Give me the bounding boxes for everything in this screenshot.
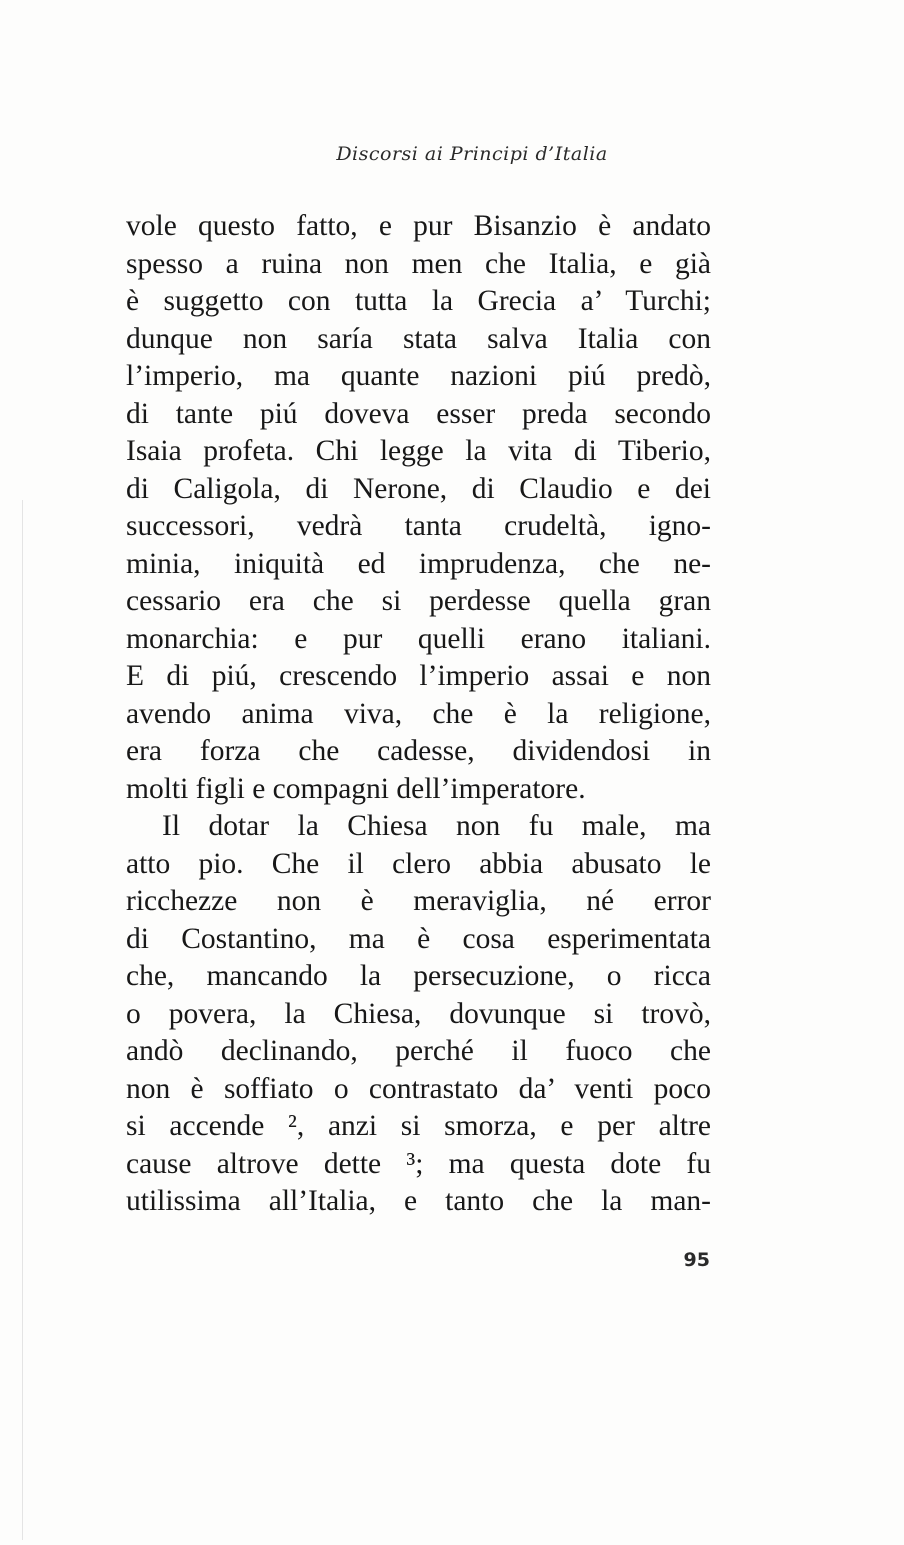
body-text [126,208,711,1221]
paragraph-end-line: molti figli e compagni dell’imperatore. [126,772,586,805]
running-header: Discorsi ai Principi d’Italia [336,143,608,165]
text-line: andò declinando, perché il fuoco che [126,1035,711,1067]
text-line: avendo anima viva, che è la religione, [126,697,711,730]
text-line: che, mancando la persecuzione, o ricca [126,960,711,992]
text-line: di Costantino, ma è cosa esperimentata [126,922,711,955]
text-line: cause altrove dette ³; ma questa dote fu [126,1147,711,1180]
text-line: o povera, la Chiesa, dovunque si trovò, [126,997,711,1030]
text-line: ricchezze non è meraviglia, né error [126,885,711,917]
text-line: dunque non saría stata salva Italia con [126,322,711,355]
text-line: monarchia: e pur quelli erano italiani. [126,622,711,655]
text-line: utilissima all’Italia, e tanto che la man- [126,1185,711,1217]
text-line: atto pio. Che il clero abbia abusato le [126,847,711,880]
text-line: è suggetto con tutta la Grecia a’ Turchi; [126,285,711,317]
text-line: l’imperio, ma quante nazioni piú predò, [126,360,711,392]
text-line: cessario era che si perdesse quella gran [126,585,711,617]
text-line: di Caligola, di Nerone, di Claudio e dei [126,472,711,505]
text-line: si accende ², anzi si smorza, e per altre [126,1110,711,1142]
paragraph-start-line: Il dotar la Chiesa non fu male, ma [162,810,711,842]
text-line: di tante piú doveva esser preda secondo [126,397,711,430]
text-line: era forza che cadesse, dividendosi in [126,735,711,767]
text-line: vole questo fatto, e pur Bisanzio è andato [126,210,711,242]
text-line: minia, iniquità ed imprudenza, che ne- [126,547,711,580]
text-line: successori, vedrà tanta crudeltà, igno- [126,510,711,542]
text-line: non è soffiato o contrastato da’ venti poco [126,1072,711,1105]
text-line: Isaia profeta. Chi legge la vita di Tiberio, [126,435,711,467]
text-line: spesso a ruina non men che Italia, e già [126,247,711,280]
text-line: E di piú, crescendo l’imperio assai e non [126,660,711,692]
page-number: 95 [683,1249,710,1271]
page-edge-shadow [22,500,23,1540]
